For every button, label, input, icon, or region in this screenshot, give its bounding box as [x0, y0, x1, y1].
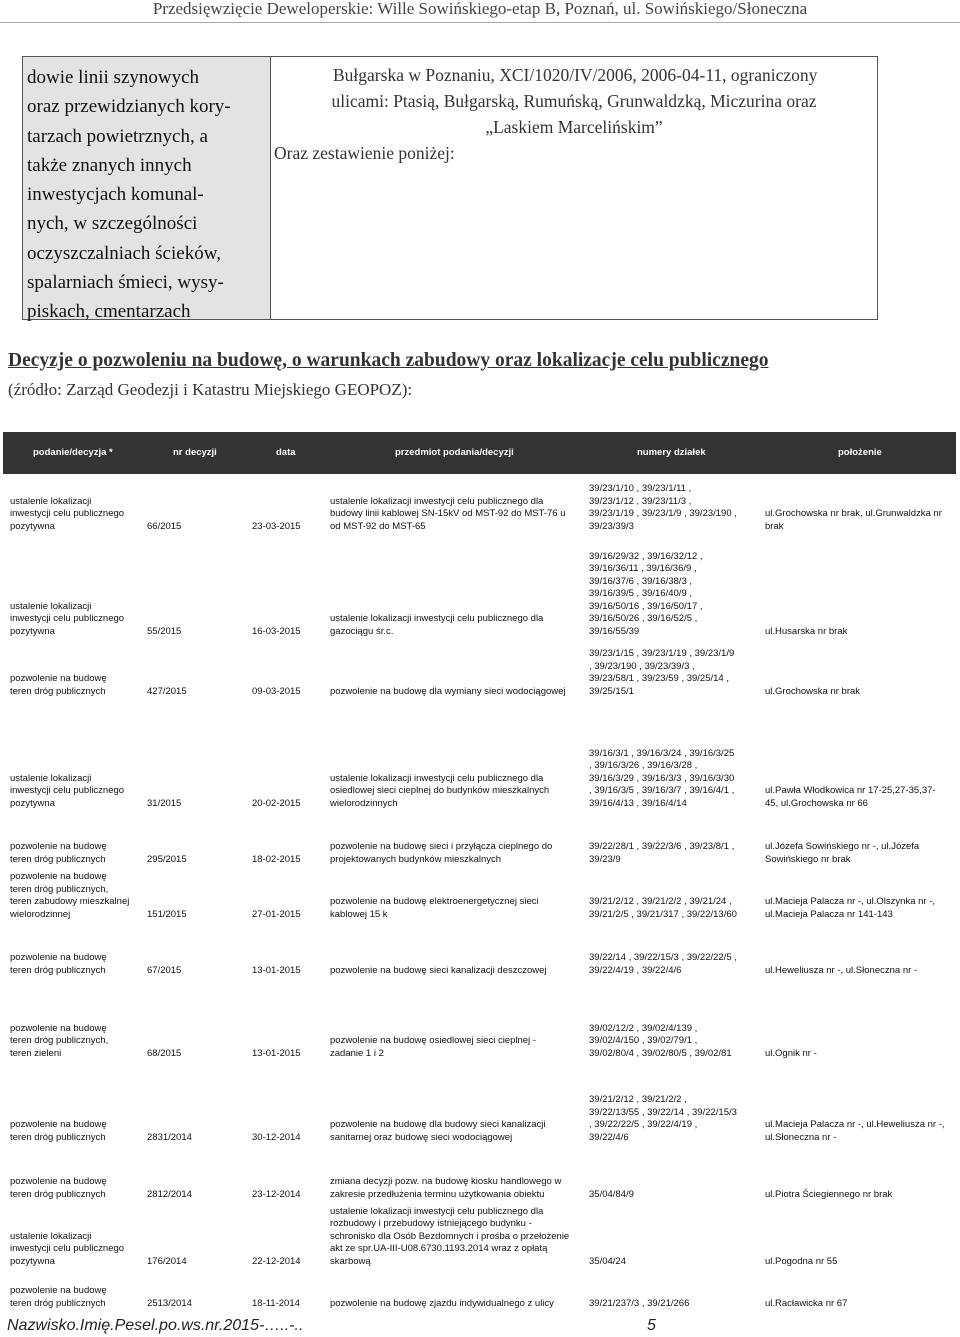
cell-type-line: ustalenie lokalizacji: [10, 495, 92, 507]
cell-date: [252, 1298, 300, 1311]
cell-subject-line: zmiana decyzji pozw. na budowę kiosku handlowego w: [330, 1176, 562, 1187]
cell-subject-line: ustalenie lokalizacji inwestycji celu publicznego dla: [330, 772, 544, 784]
cell-type-line: pozwolenie na budowę: [10, 841, 107, 852]
cell-location-line: ul.Grochowska nr brak, ul.Grunwaldzka nr: [765, 508, 942, 519]
cell-subject-line: pozwolenie na budowę sieci i przyłącza cieplnego do: [330, 841, 553, 852]
cell-location-line: ul.Słoneczna nr -: [765, 1131, 837, 1143]
info-text-line: oraz przewidzianych kory-: [27, 96, 231, 118]
cell-type-line: inwestycji celu publicznego: [10, 785, 125, 796]
cell-type-line: pozytywna: [10, 625, 55, 637]
cell-subject-line: budowy linii kablowej SN-15kV od MST-92 do MST-76 u: [330, 508, 566, 519]
cell-type-line: ustalenie lokalizacji: [10, 772, 92, 784]
cell-plot-numbers-line: 39/23/39/3: [589, 520, 634, 532]
info-box: [22, 56, 878, 323]
cell-plot-numbers-line: 39/23/1/12 , 39/23/11/3 ,: [589, 495, 692, 507]
cell-plot-numbers-line: , 39/16/3/26 , 39/16/3/28 ,: [589, 760, 698, 771]
cell-type-line: teren dróg publicznych: [10, 853, 106, 865]
cell-decision-number-value: 67/2015: [147, 964, 182, 976]
cell-plot-numbers-line: 39/25/15/1: [589, 685, 634, 697]
cell-type-line: teren dróg publicznych: [10, 1188, 106, 1200]
cell-subject-line: osiedlowej sieci cieplnej do budynków mieszkalnych: [330, 785, 550, 796]
cell-subject-line: gazociągu śr.c.: [330, 625, 394, 637]
cell-subject-line: pozwolenie na budowę osiedlowej sieci cieplnej -: [330, 1035, 536, 1046]
cell-plot-numbers-line: 39/23/1/19 , 39/23/1/9 , 39/23/190 ,: [589, 508, 737, 519]
cell-decision-number-value: 66/2015: [147, 520, 182, 532]
cell-subject-line: ustalenie lokalizacji inwestycji celu publicznego dla: [330, 495, 544, 507]
info-text-line: spalarniach śmieci, wysy-: [27, 272, 224, 294]
cell-plot-numbers-line: 39/22/28/1 , 39/22/3/6 , 39/23/8/1 ,: [589, 841, 735, 852]
cell-plot-numbers-line: 39/21/237/3 , 39/21/266: [589, 1297, 690, 1309]
header-col-plots: numery działek: [637, 447, 706, 458]
cell-plot-numbers-line: 39/16/37/6 , 39/16/38/3 ,: [589, 575, 693, 587]
info-text-line: piskach, cmentarzach: [27, 301, 191, 323]
cell-location-line: ul.Macieja Palacza nr -, ul.Olszynka nr -,: [765, 896, 936, 907]
info-text-line: nych, w szczególności: [27, 213, 198, 235]
header-col-number: nr decyzji: [173, 447, 217, 458]
cell-type-line: pozwolenie na budowę: [10, 871, 107, 882]
cell-location-line: ul.Józefa Sowińskiego nr -, ul.Józefa: [765, 841, 920, 852]
info-text-line: ulicami: Ptasią, Bułgarską, Rumuńską, Grunwaldzką, Miczurina oraz: [331, 91, 817, 111]
cell-plot-numbers-line: 39/02/4/150 , 39/02/79/1 ,: [589, 1035, 698, 1046]
cell-type-line: pozytywna: [10, 520, 55, 532]
info-text-line: oczyszczalniach ścieków,: [27, 242, 221, 264]
cell-plot-numbers-line: , 39/16/3/5 , 39/16/3/7 , 39/16/4/1 ,: [589, 785, 735, 796]
cell-plot-numbers-line: 39/16/3/29 , 39/16/3/3 , 39/16/3/30: [589, 772, 735, 784]
cell-date-value: 20-02-2015: [252, 797, 301, 809]
page-footer: [7, 1317, 957, 1337]
info-text-line: Bułgarska w Poznaniu, XCI/1020/IV/2006, 2006-04-11, ograniczony: [333, 65, 818, 85]
cell-type-line: teren dróg publicznych: [10, 1297, 106, 1309]
cell-location: [765, 1298, 847, 1311]
cell-date-value: 13-01-2015: [252, 1047, 301, 1059]
cell-type-line: ustalenie lokalizacji: [10, 600, 92, 612]
cell-subject-line: akt ze spr.UA-III-U08.6730.1193.2014 wraz z opłatą: [330, 1243, 548, 1254]
cell-date-value: 13-01-2015: [252, 964, 301, 976]
cell-decision-number-value: 2812/2014: [147, 1188, 192, 1200]
cell-plot-numbers-line: 39/22/4/19 , 39/22/4/6: [589, 964, 682, 976]
cell-subject-line: pozwolenie na budowę sieci kanalizacji deszczowej: [330, 964, 547, 976]
cell-subject-line: skarbową: [330, 1255, 371, 1267]
cell-type-line: pozwolenie na budowę: [10, 673, 107, 684]
info-text-line: także znanych innych: [27, 154, 192, 176]
cell-decision-number-value: 2513/2014: [147, 1297, 192, 1309]
cell-type-line: pozwolenie na budowę: [10, 1176, 107, 1187]
cell-subject-line: pozwolenie na budowę dla budowy sieci kanalizacji: [330, 1119, 546, 1130]
cell-type-line: teren dróg publicznych,: [10, 883, 109, 895]
cell-plot-numbers-line: 39/23/58/1 , 39/23/59 , 39/25/14 ,: [589, 673, 729, 684]
cell-date-value: 18-11-2014: [252, 1297, 300, 1309]
cell-decision-number-value: 151/2015: [147, 908, 187, 920]
cell-type-line: teren dróg publicznych: [10, 685, 106, 697]
decisions-title: Decyzje o pozwoleniu na budowę, o warunkach zabudowy oraz lokalizacje celu publicznego: [8, 350, 769, 371]
cell-decision-number-value: 31/2015: [147, 797, 182, 809]
cell-plot-numbers-line: 39/02/80/4 , 39/02/80/5 , 39/02/81: [589, 1047, 732, 1059]
cell-subject-line: sanitarnej oraz budowę sieci wodociągowej: [330, 1131, 513, 1143]
cell-type-line: inwestycji celu publicznego: [10, 613, 125, 624]
cell-location-line: ul.Husarska nr brak: [765, 625, 848, 637]
cell-decision-number-value: 68/2015: [147, 1047, 182, 1059]
cell-plot-numbers-line: 39/16/50/16 , 39/16/50/17 ,: [589, 600, 703, 612]
cell-plot-numbers-line: 35/04/24: [589, 1255, 626, 1267]
cell-plot-numbers-line: 39/22/13/55 , 39/22/14 , 39/22/15/3: [589, 1106, 737, 1118]
footer-id: Nazwisko.Imię.Pesel.po.ws.nr.2015-…..-..: [7, 1317, 304, 1334]
header-title: Przedsięwzięcie Deweloperskie: Wille Sowińskiego-etap B, Poznań, ul. Sowińskiego/Słoneczna: [152, 0, 808, 18]
cell-decision-number: [147, 1298, 192, 1311]
cell-type-line: wielorodzinnej: [10, 908, 71, 920]
cell-plot-numbers-line: 39/16/4/13 , 39/16/4/14: [589, 797, 687, 809]
cell-type-line: pozytywna: [10, 797, 55, 809]
header-col-location: położenie: [838, 447, 882, 458]
info-text-line: inwestycjach komunal-: [27, 184, 204, 206]
cell-location-line: ul.Macieja Palacza nr -, ul.Heweliusza nr -,: [765, 1119, 945, 1130]
cell-plot-numbers-line: 39/16/3/1 , 39/16/3/24 , 39/16/3/25: [589, 747, 735, 759]
cell-plot-numbers: [589, 1298, 689, 1311]
cell-type-line: pozwolenie na budowę: [10, 1119, 107, 1130]
cell-plot-numbers-line: , 39/22/22/5 , 39/22/4/19 ,: [589, 1119, 698, 1130]
cell-decision-number-value: 295/2015: [147, 853, 187, 865]
cell-plot-numbers-line: 35/04/84/9: [589, 1188, 634, 1200]
cell-subject-line: wielorodzinnych: [330, 797, 398, 809]
cell-subject: [330, 1298, 554, 1311]
cell-type-line: teren dróg publicznych: [10, 964, 106, 976]
cell-date-value: 18-02-2015: [252, 853, 301, 865]
cell-type: [10, 1285, 107, 1310]
header-col-subject: przedmiot podania/decyzji: [395, 447, 514, 458]
cell-subject-line: pozwolenie na budowę zjazdu indywidualnego z ulicy: [330, 1297, 554, 1309]
cell-type-line: teren dróg publicznych: [10, 1131, 106, 1143]
cell-date-value: 09-03-2015: [252, 685, 301, 697]
info-text-line: tarzach powietrznych, a: [27, 125, 208, 147]
cell-subject-line: ustalenie lokalizacji inwestycji celu publicznego dla: [330, 1205, 544, 1217]
cell-date-value: 23-12-2014: [252, 1188, 301, 1200]
cell-location-line: ul.Grochowska nr brak: [765, 685, 861, 697]
table-row: [0, 1110, 960, 1310]
page-number: 5: [647, 1317, 656, 1334]
cell-date-value: 27-01-2015: [252, 908, 301, 920]
cell-decision-number-value: 427/2015: [147, 685, 187, 697]
cell-subject-line: kablowej 15 k: [330, 908, 388, 920]
info-text-line: Oraz zestawienie poniżej:: [274, 143, 455, 163]
cell-plot-numbers-line: 39/23/9: [589, 853, 621, 865]
header-col-date: data: [276, 447, 296, 458]
cell-subject-line: pozwolenie na budowę dla wymiany sieci wodociągowej: [330, 685, 566, 697]
cell-subject-line: schronisko dla Osób Bezdomnych i prośba o przełożenie: [330, 1230, 570, 1242]
cell-location-line: ul.Piotra Ściegiennego nr brak: [765, 1188, 893, 1200]
cell-decision-number-value: 2831/2014: [147, 1131, 192, 1143]
info-box-right-column: [271, 57, 877, 319]
cell-subject-line: pozwolenie na budowę elektroenergetycznej sieci: [330, 896, 539, 907]
cell-subject-line: zadanie 1 i 2: [330, 1047, 384, 1059]
decisions-source: (źródło: Zarząd Geodezji i Katastru Miejskiego GEOPOZ):: [8, 380, 413, 399]
cell-type-line: inwestycji celu publicznego: [10, 1243, 125, 1254]
cell-plot-numbers-line: 39/16/29/32 , 39/16/32/12 ,: [589, 550, 703, 562]
cell-plot-numbers-line: , 39/23/190 , 39/23/39/3 ,: [589, 660, 695, 672]
cell-location-line: brak: [765, 520, 784, 532]
cell-type-line: pozwolenie na budowę: [10, 952, 107, 963]
cell-subject-line: od MST-92 do MST-65: [330, 520, 426, 532]
cell-type-line: pozytywna: [10, 1255, 55, 1267]
cell-date-value: 16-03-2015: [252, 625, 301, 637]
cell-location-line: ul.Pogodna nr 55: [765, 1255, 838, 1267]
cell-type-line: teren zabudowy mieszkalnej: [10, 896, 130, 907]
cell-decision-number-value: 176/2014: [147, 1255, 187, 1267]
cell-plot-numbers-line: 39/23/1/15 , 39/23/1/19 , 39/23/1/9: [589, 648, 735, 659]
cell-date-value: 22-12-2014: [252, 1255, 301, 1267]
cell-plot-numbers-line: 39/23/1/10 , 39/23/1/11 ,: [589, 483, 692, 494]
cell-plot-numbers-line: 39/02/12/2 , 39/02/4/139 ,: [589, 1022, 698, 1034]
cell-subject-line: zakresie przedłużenia terminu użytkowania obiektu: [330, 1188, 545, 1200]
cell-date-value: 30-12-2014: [252, 1131, 301, 1143]
cell-type-line: inwestycji celu publicznego: [10, 508, 125, 519]
cell-type-line: ustalenie lokalizacji: [10, 1230, 92, 1242]
cell-type-line: teren dróg publicznych,: [10, 1035, 109, 1046]
cell-type-line: teren zieleni: [10, 1047, 62, 1059]
cell-plot-numbers-line: 39/16/55/39: [589, 625, 640, 637]
cell-subject-line: rozbudowy i przebudowy istniejącego budynku -: [330, 1218, 532, 1229]
cell-plot-numbers-line: 39/22/4/6: [589, 1131, 629, 1143]
cell-subject-line: projektowanych budynków mieszkalnych: [330, 853, 502, 865]
cell-location-line: ul.Macieja Palacza nr 141-143: [765, 908, 893, 920]
cell-decision-number-value: 55/2015: [147, 625, 182, 637]
cell-plot-numbers-line: 39/16/50/26 , 39/16/52/5 ,: [589, 613, 698, 624]
cell-plot-numbers-line: 39/22/14 , 39/22/15/3 , 39/22/22/5 ,: [589, 952, 737, 963]
cell-location-line: Sowińskiego nr brak: [765, 853, 851, 865]
cell-date-value: 23-03-2015: [252, 520, 301, 532]
cell-subject-line: ustalenie lokalizacji inwestycji celu publicznego dla: [330, 613, 544, 624]
cell-location-line: 45, ul.Grochowska nr 66: [765, 797, 868, 809]
cell-location-line: ul.Ognik nr -: [765, 1047, 817, 1059]
info-text-line: „Laskiem Marcelińskim”: [485, 117, 663, 137]
page-header: [0, 0, 960, 23]
cell-plot-numbers-line: 39/16/36/11 , 39/16/36/9 ,: [589, 563, 697, 574]
cell-location-line: ul.Racławicka nr 67: [765, 1297, 848, 1309]
cell-plot-numbers-line: 39/21/2/12 , 39/21/2/2 ,: [589, 1094, 687, 1105]
cell-plot-numbers-line: 39/16/39/5 , 39/16/40/9 ,: [589, 588, 693, 599]
info-box-left-column: [23, 57, 271, 323]
cell-location-line: ul.Heweliusza nr -, ul.Słoneczna nr -: [765, 964, 918, 976]
info-text-line: dowie linii szynowych: [27, 67, 200, 88]
cell-location-line: ul.Pawła Włodkowica nr 17-25,27-35,37-: [765, 785, 936, 796]
cell-plot-numbers-line: 39/21/2/12 , 39/21/2/2 , 39/21/24 ,: [589, 896, 732, 907]
header-col-type: podanie/decyzja *: [33, 447, 113, 458]
cell-type-line: pozwolenie na budowę: [10, 1285, 107, 1296]
cell-type-line: pozwolenie na budowę: [10, 1022, 107, 1034]
cell-plot-numbers-line: 39/21/2/5 , 39/21/317 , 39/22/13/60: [589, 908, 737, 920]
